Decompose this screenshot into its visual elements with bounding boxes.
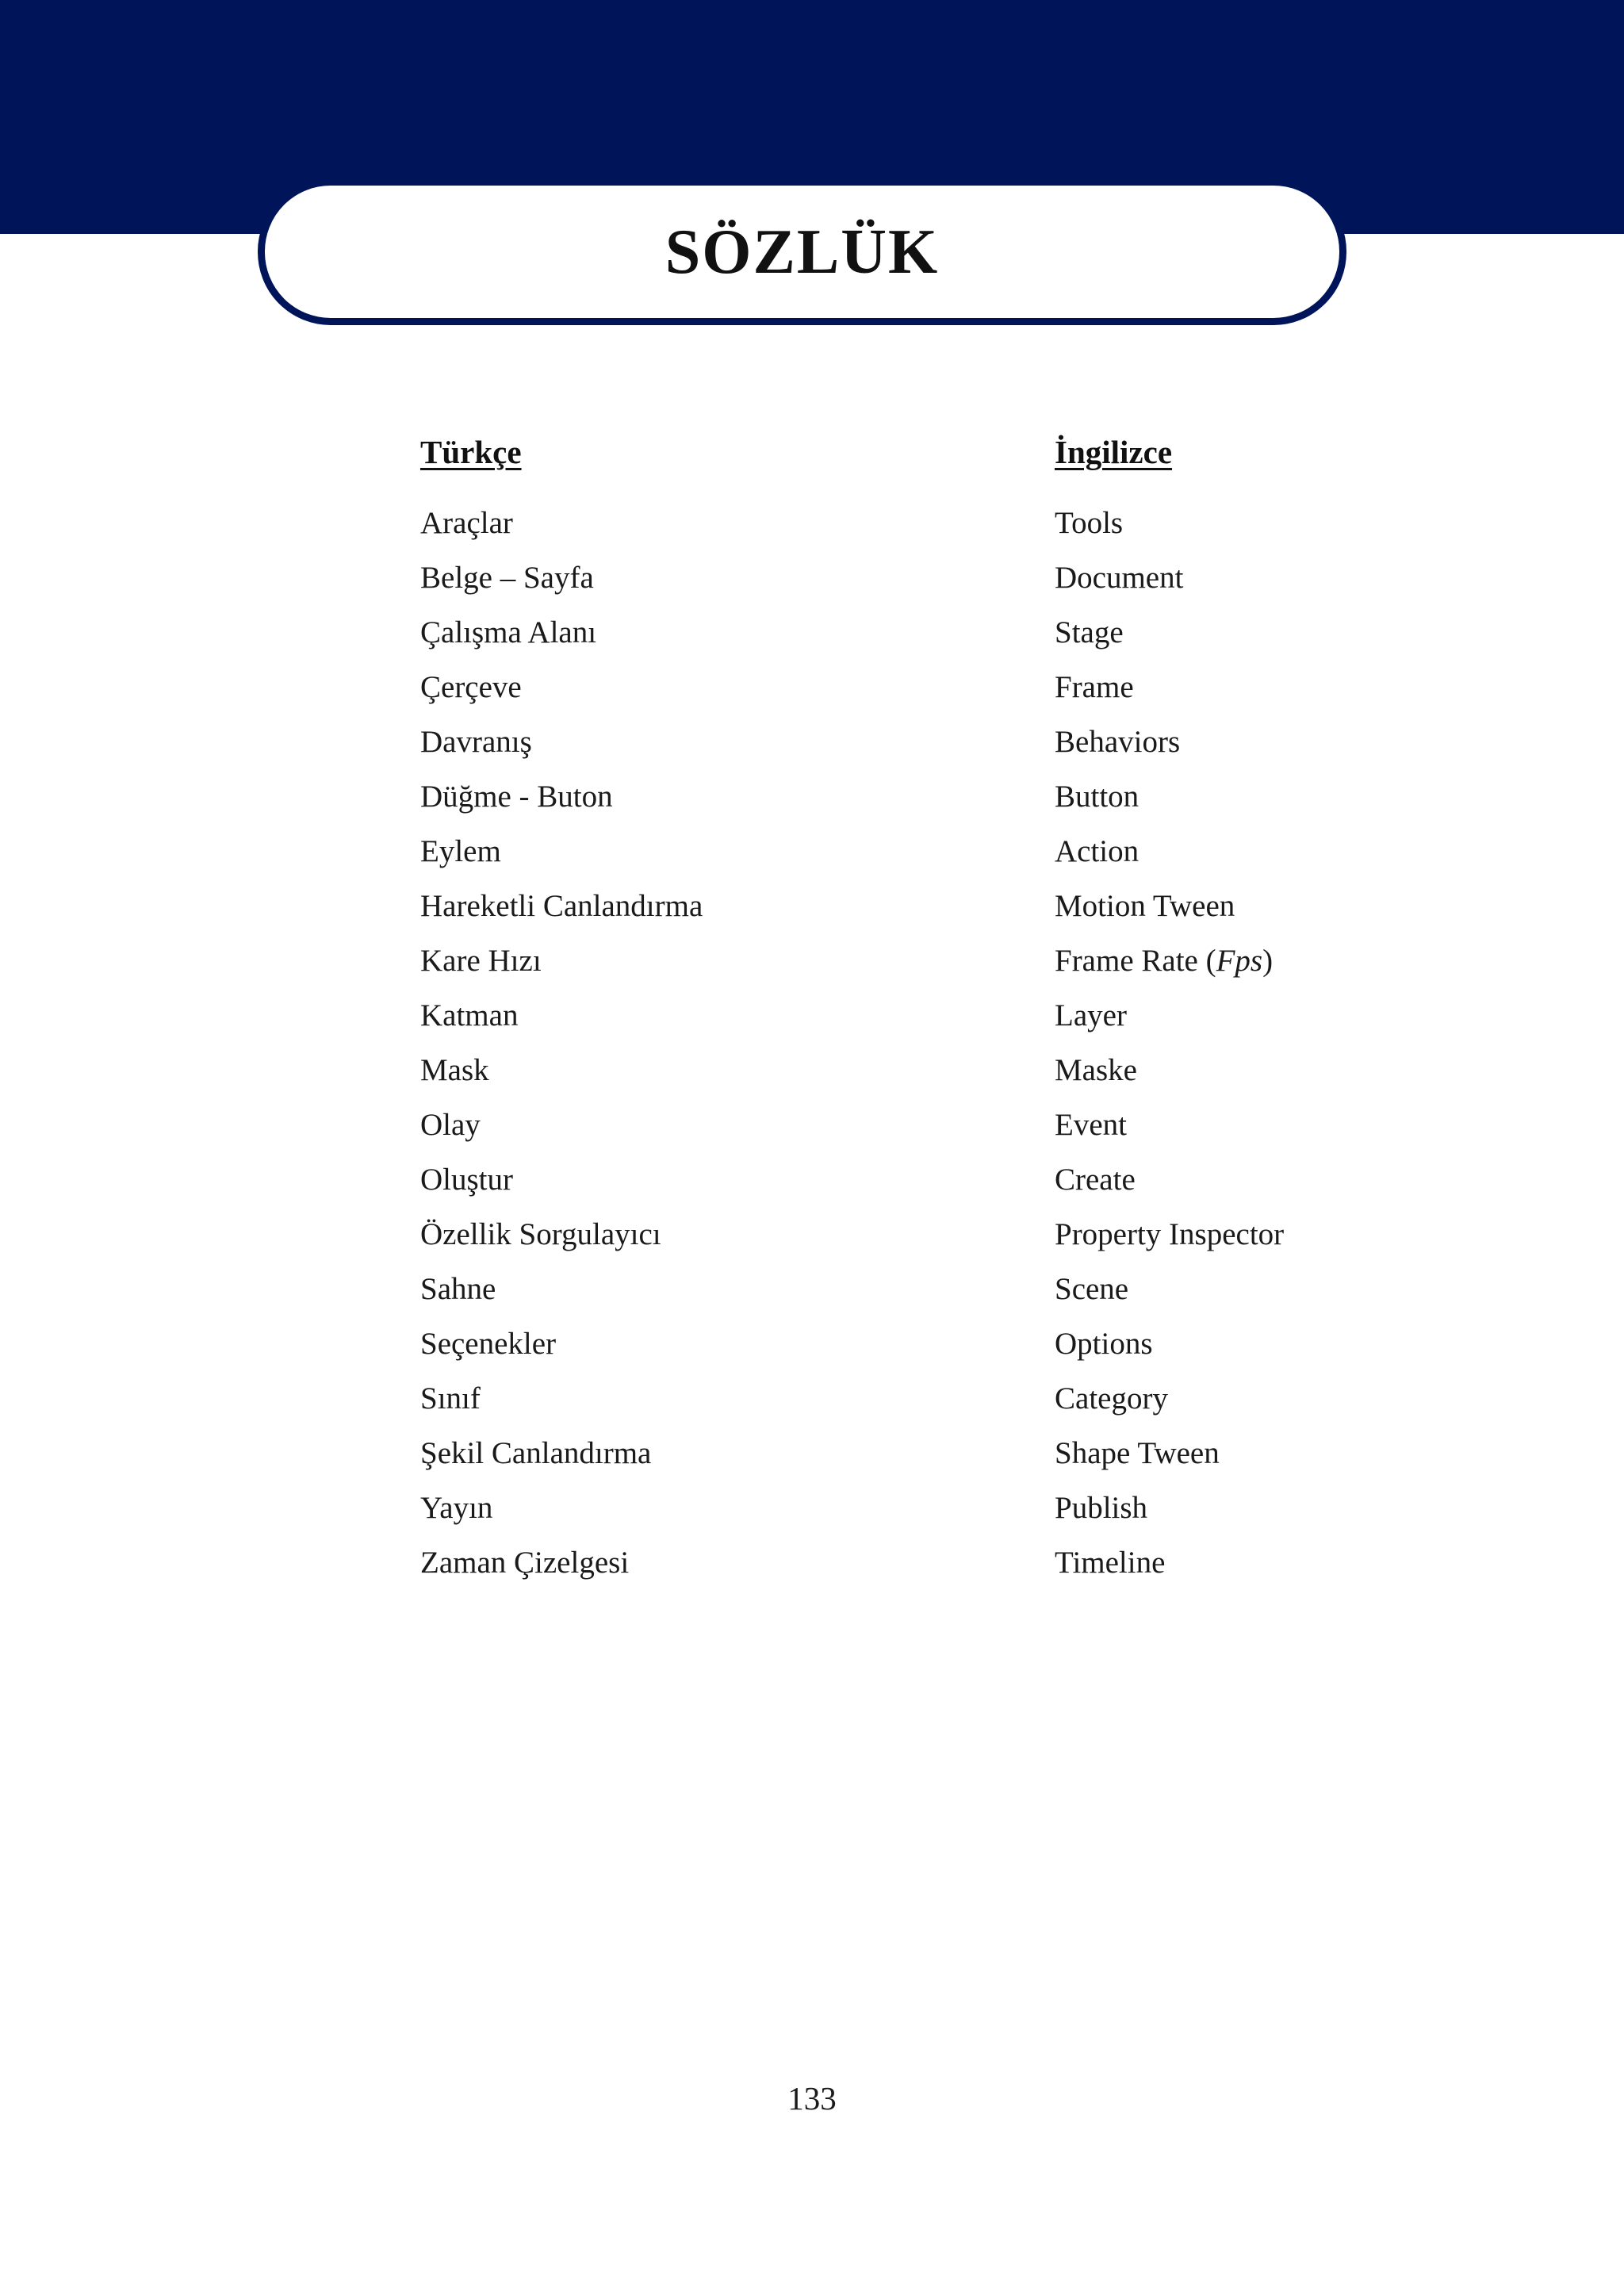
- english-term: Document: [1055, 561, 1184, 595]
- english-term: Property Inspector: [1055, 1217, 1285, 1251]
- english-term: Button: [1055, 780, 1139, 814]
- turkish-term: Araçlar: [420, 506, 513, 540]
- turkish-term: Şekil Canlandırma: [420, 1436, 652, 1470]
- turkish-term: Sahne: [420, 1272, 496, 1306]
- english-term: Action: [1055, 834, 1139, 868]
- turkish-term: Düğme - Buton: [420, 780, 613, 814]
- turkish-term-list: [420, 496, 703, 1590]
- turkish-column-header: Türkçe: [420, 434, 522, 470]
- turkish-term: Belge – Sayfa: [420, 561, 594, 595]
- english-term: Motion Tween: [1055, 889, 1235, 923]
- english-term: Scene: [1055, 1272, 1129, 1306]
- english-term: Tools: [1055, 506, 1124, 540]
- turkish-term: Olay: [420, 1108, 481, 1142]
- turkish-term: Hareketli Canlandırma: [420, 889, 703, 923]
- turkish-term: Davranış: [420, 725, 532, 759]
- turkish-term: Sınıf: [420, 1381, 481, 1416]
- turkish-term: Çerçeve: [420, 670, 522, 704]
- english-term: Behaviors: [1055, 725, 1181, 759]
- english-term: Publish: [1055, 1491, 1148, 1525]
- english-term: Timeline: [1055, 1546, 1166, 1580]
- turkish-term: Yayın: [420, 1491, 493, 1525]
- english-term-frame-rate: [1055, 933, 1284, 988]
- turkish-term: Çalışma Alanı: [420, 615, 597, 649]
- turkish-term: Mask: [420, 1053, 489, 1087]
- turkish-term: Oluştur: [420, 1163, 513, 1197]
- turkish-term: Zaman Çizelgesi: [420, 1546, 630, 1580]
- english-column: [1055, 432, 1284, 1590]
- english-term: Category: [1055, 1381, 1168, 1416]
- fps-abbreviation: Fps: [1216, 944, 1263, 978]
- turkish-term: Eylem: [420, 834, 501, 868]
- english-term: Frame: [1055, 670, 1134, 704]
- english-term: Stage: [1055, 615, 1124, 649]
- turkish-term: Seçenekler: [420, 1327, 557, 1361]
- closing-paren: ): [1262, 944, 1274, 978]
- turkish-term: Katman: [420, 998, 519, 1032]
- english-term: Shape Tween: [1055, 1436, 1220, 1470]
- english-term: Event: [1055, 1108, 1127, 1142]
- english-term-list: [1055, 496, 1284, 1590]
- english-term-text: Frame Rate (: [1055, 944, 1216, 978]
- turkish-column: [420, 432, 703, 1590]
- english-term: Maske: [1055, 1053, 1137, 1087]
- page-number: 133: [787, 2080, 837, 2117]
- english-column-header: İngilizce: [1055, 434, 1173, 470]
- english-term: Options: [1055, 1327, 1153, 1361]
- english-term: Layer: [1055, 998, 1127, 1032]
- title-banner: [258, 178, 1346, 325]
- page-title: SÖZLÜK: [665, 216, 940, 287]
- turkish-term: Kare Hızı: [420, 944, 542, 978]
- english-term: Create: [1055, 1163, 1136, 1197]
- turkish-term: Özellik Sorgulayıcı: [420, 1217, 661, 1251]
